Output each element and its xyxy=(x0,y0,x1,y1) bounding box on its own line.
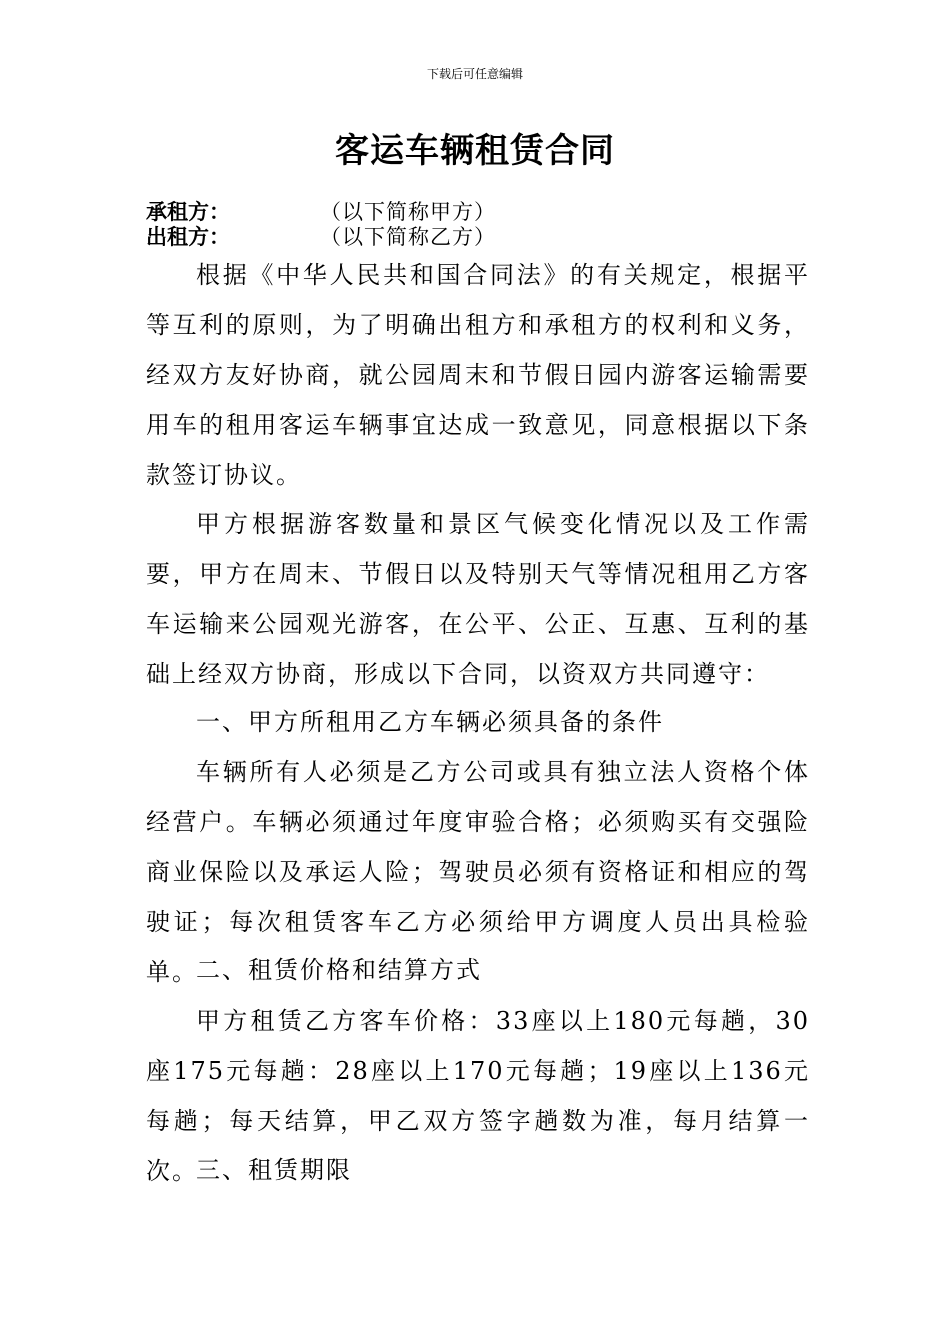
lessor-line xyxy=(146,224,496,250)
purpose-paragraph: 甲方根据游客数量和景区气候变化情况以及工作需要，甲方在周末、节假日以及特别天气等情况租用乙方客车运输来公园观光游客，在公平、公正、互惠、互利的基础上经双方协商，形成以下合同，以资双方共同遵守： xyxy=(146,510,810,688)
intro-paragraph: 根据《中华人民共和国合同法》的有关规定，根据平等互利的原则，为了明确出租方和承租方的权利和义务，经双方友好协商，就公园周末和节假日园内游客运输需要用车的租用客运车辆事宜达成一致意见，同意根据以下条款签订协议。 xyxy=(146,261,810,489)
lessor-note: （以下简称乙方） xyxy=(320,225,496,249)
page-header-note: 下载后可任意编辑 xyxy=(426,67,523,81)
lessee-line xyxy=(146,199,496,225)
section-2-body: 甲方租赁乙方客车价格：33座以上180元每趟，30座175元每趟：28座以上170元每趟；19座以上136元每趟；每天结算，甲乙双方签字趟数为准，每月结算一次。 xyxy=(146,1007,810,1185)
lessee-note: （以下简称甲方） xyxy=(320,200,496,224)
section-1-heading: 一、甲方所租用乙方车辆必须具备的条件 xyxy=(196,708,664,736)
section-1-body: 车辆所有人必须是乙方公司或具有独立法人资格个体经营户。车辆必须通过年度审验合格；必须购买有交强险商业保险以及承运人险；驾驶员必须有资格证和相应的驾驶证；每次租赁客车乙方必须给甲方调度人员出具检验单。 xyxy=(146,758,810,986)
lessee-label: 承租方： xyxy=(146,200,230,224)
document-title: 客运车辆租赁合同 xyxy=(335,131,615,171)
lessor-label: 出租方： xyxy=(146,225,230,249)
section-3-heading: 三、租赁期限 xyxy=(196,1156,352,1184)
section-2-heading: 二、租赁价格和结算方式 xyxy=(196,956,482,984)
